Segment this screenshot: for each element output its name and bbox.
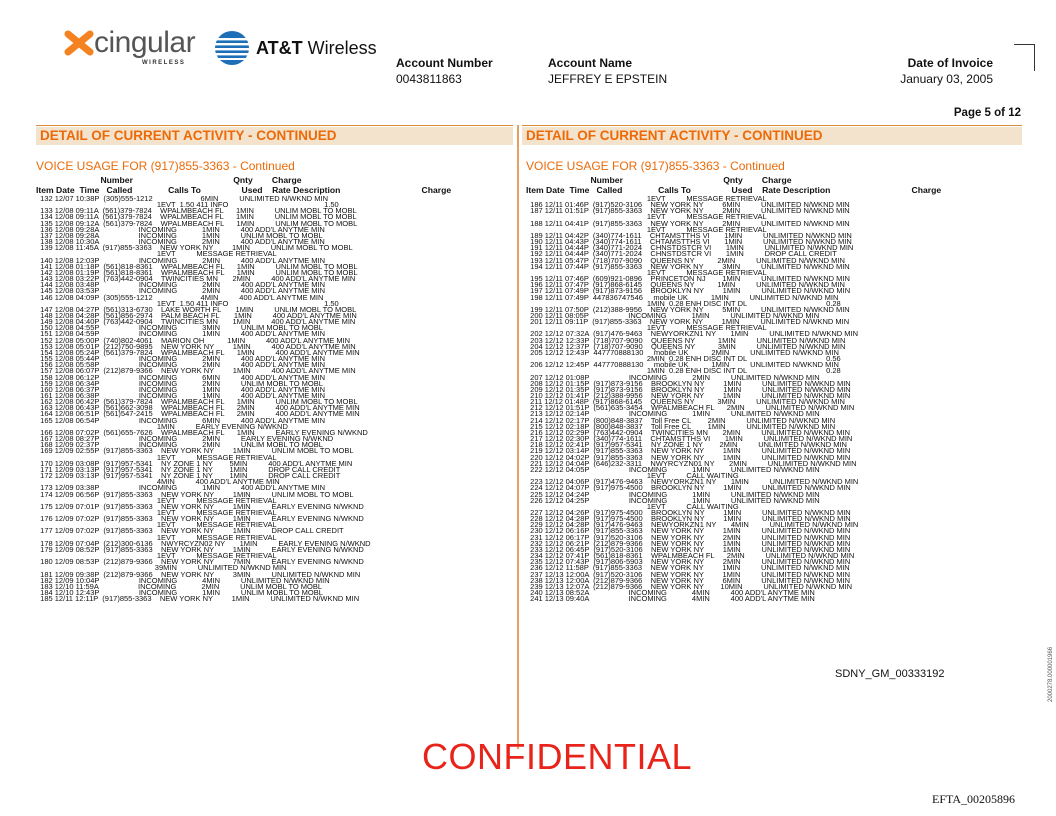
left-voice-usage-title: VOICE USAGE FOR (917)855-3363 - Continued: [36, 159, 295, 173]
cingular-x-icon: [64, 28, 94, 58]
left-section-rule: [36, 125, 513, 126]
page-number: Page 5 of 12: [953, 107, 1021, 119]
right-column-header-1: Number Qnty Charge: [526, 175, 792, 185]
left-column-header-2: Item Date Time Called Calls To Used Rate Description Charge: [36, 185, 452, 195]
account-name: JEFFREY E EPSTEIN: [548, 72, 668, 86]
right-usage-rows: 1EVT MESSAGE RETRIEVAL 186 12/11 01:46P (917)520-3106 NEW YORK NY 6MIN UNLIMITED N/WKND MIN 187 12/11 01:51P (917)855-3363 NEW YORK NY 2MIN UNLIMITED N/WKND MIN 1EVT MESSAGE RETRIEVAL 188 12/11 04:41P (917)855-3363 NEW YORK NY 2MIN UNLIMITED N/WKND MIN 1EVT MESSAGE RETRIEVAL 189 12/11 04:42P (340)774-1611 CHTAMSTTHS VI 1MIN UNLIMITED N/WKND MIN 190 12/11 04:43P (340)774-1611 CHTAMSTTHS VI 1MIN UNLIMITED N/WKND MIN 191 12/11 04:44P (340)771-2024 CHNSTDSTCR VI 1MIN UNLIMITED N/WKND MIN 192 12/11 04:44P (340)771-2024 CHNSTDSTCR VI 1MIN DROP CALL CREDIT 193 12/11 05:47P (718)707-9090 QUEENS NY 2MIN UNLIMITED N/WKND MIN 194 12/11 07:44P (917)855-3363 NEW YORK NY 3MIN UNLIMITED N/WKND MIN 1EVT MESSAGE RETRIEVAL 195 12/11 07:46P (609)921-0896 PRINCETON NJ 1MIN UNLIMITED N/WKND MIN 196 12/11 07:47P (917)868-6145 QUEENS NY 1MIN UNLIMITED N/WKND MIN 197 12/11 07:49P (917)873-9156 BROOKLYN NY 1MIN UNLIMITED N/WKND MIN 198 12/11 07:49P 447836747546 mobile UK 1MIN UNLIMITED N/WKND MIN 1MIN 0.28 ENH DISC INT DL 0.28 199 12/11 07:50P (212)388-9956 NEW YORK NY 5MIN UNLIMITED N/WKND MIN 200 12/11 08:05P INCOMING 1MIN UNLIMITED N/WKND MIN 201 12/11 09:11P (917)855-3363 NEW YORK NY 1MIN UNLIMITED N/WKND MIN 1EVT MESSAGE RETRIEVAL 202 12/12 07:32A (917)476-9463 NEWYORKZN1 NY 1MIN UNLIMITED N/WKND MIN 203 12/12 12:33P (718)707-9090 QUEENS NY 1MIN UNLIMITED N/WKND MIN 204 12/12 12:37P (718)707-9090 QUEENS NY 3MIN UNLIMITED N/WKND MIN 205 12/12 12:43P 447770888130 mobile UK 2MIN UNLIMITED N/WKND MIN 2MIN 0.28 ENH DISC INT DL 0.56 206 12/12 12:45P 447770888130 mobile UK 1MIN UNLIMITED N/WKND MIN 1MIN 0.28 ENH DISC INT DL 0.28 207 12/12 01:08P INCOMING 2MIN UNLIMITED N/WKND MIN 208 12/12 01:15P (917)873-9156 BROOKLYN NY 1MIN UNLIMITED N/WKND MIN 209 12/12 01:35P (917)873-9156 BROOKLYN NY 1MIN UNLIMITED N/WKND MIN 210 12/12 01:41P (212)388-9956 NEW YORK NY 1MIN UNLIMITED N/WKND MIN 211 12/12 01:48P (917)868-6145 QUEENS NY 3MIN UNLIMITED N/WKND MIN 212 12/12 01:51P (561)635-3454 WPALMBEACH FL 2MIN UNLIMITED N/WKND MIN 213 12/12 02:14P INCOMING 1MIN UNLIMITED N/WKND MIN 214 12/12 02:17P (800)848-3837 Toll Free CL 2MIN UNLIMITED N/WKND MIN 215 12/12 02:18P (800)848-3837 Toll Free CL 1MIN UNLIMITED N/WKND MIN 216 12/12 02:29P (763)442-0904 TWINCITIES MN 2MIN UNLIMITED N/WKND MIN 217 12/12 02:30P (340)774-1611 CHTAMSTTHS VI 1MIN UNLIMITED N/WKND MIN 218 12/12 02:41P (917)957-5341 NY ZONE 1 NY 2MIN UNLIMITED N/WKND MIN 219 12/12 03:14P (917)855-3363 NEW YORK NY 1MIN UNLIMITED N/WKND MIN 220 12/12 04:02P (917)855-3363 NEW YORK NY 1MIN UNLIMITED N/WKND MIN 221 12/12 04:04P (646)232-3311 NWYRCYZN01 NY 2MIN UNLIMITED N/WKND MIN 222 12/12 04:05P INCOMING 1MIN UNLIMITED N/WKND MIN 1EVT CALL WAITING 223 12/12 04:06P (917)476-9463 NEWYORKZN1 NY 1MIN UNLIMITED N/WKND MIN 224 12/12 04:07P (917)975-4500 BROOKLYN NY 1MIN UNLIMITED N/WKND MIN 225 12/12 04:24P INCOMING 1MIN UNLIMITED N/WKND MIN 226 12/12 04:25P INCOMING 1MIN UNLIMITED N/WKND MIN 1EVT CALL WAITING 227 12/12 04:26P (917)975-4500 BROOKLYN NY 1MIN UNLIMITED N/WKND MIN 228 12/12 04:28P (917)975-4500 BROOKLYN NY 1MIN UNLIMITED N/WKND MIN 229 12/12 04:28P (917)476-9463 NEWYORKZN1 NY 4MIN UNLIMITED N/WKND MIN 230 12/12 06:16P (917)855-3363 NEW YORK NY 1MIN UNLIMITED N/WKND MIN 231 12/12 06:17P (917)520-3106 NEW YORK NY 2MIN UNLIMITED N/WKND MIN 232 12/12 06:21P (212)879-9366 NEW YORK NY 1MIN UNLIMITED N/WKND MIN 233 12/12 06:45P (917)520-3106 NEW YORK NY 1MIN UNLIMITED N/WKND MIN 234 12/12 07:41P (561)818-8361 WPALMBEACH FL 2MIN UNLIMITED N/WKND MIN 235 12/12 07:43P (917)806-5903 NEW YORK NY 2MIN UNLIMITED N/WKND MIN 236 12/12 11:58P (917)855-3363 NEW YORK NY 1MIN UNLIMITED N/WKND MIN 237 12/13 12:00A (917)520-3106 NEW YORK NY 1MIN UNLIMITED N/WKND MIN 238 12/13 12:00A (212)879-9366 NEW YORK NY 6MIN UNLIMITED N/WKND MIN 239 12/13 12:07A (212)879-9366 NEW YORK NY 10MIN UNLIMITED N/WKND MIN 240 12/13 08:52A INCOMING 4MIN 400 ADD'L ANYTME MIN 241 12/13 09:40A INCOMING 4MIN 400 ADD'L ANYTME MIN: [530, 194, 859, 604]
confidential-stamp: CONFIDENTIAL: [422, 736, 693, 777]
right-section-rule: [522, 125, 1022, 126]
att-globe-icon: [214, 30, 250, 66]
left-usage-rows: 132 12/07 10:38P (305)555-1212 6MIN UNLIMITED N/WKND MIN 1EVT 1.50 411 INFO 1.50 133 12/08 09:11A (561)379-7824 WPALMBEACH FL 1MIN UNLIM MOBL TO MOBL 134 12/08 09:11A (561)379-7824 WPALMBEACH FL 1MIN UNLIM MOBL TO MOBL 135 12/08 09:12A (561)379-7824 WPALMBEACH FL 1MIN UNLIM MOBL TO MOBL 136 12/08 09:28A INCOMING 1MIN 400 ADD'L ANYTME MIN 137 12/08 09:28A INCOMING 1MIN UNLIM MOBL TO MOBL 138 12/08 10:30A INCOMING 2MIN 400 ADD'L ANYTME MIN 139 12/08 11:45A (917)855-3363 NEW YORK NY 1MIN UNLIM MOBL TO MOBL 1EVT MESSAGE RETRIEVAL 140 12/08 12:03P INCOMING 2MIN 400 ADD'L ANYTME MIN 141 12/08 01:18P (561)818-8361 WPALMBEACH FL 1MIN UNLIM MOBL TO MOBL 142 12/08 01:19P (561)818-8361 WPALMBEACH FL 1MIN UNLIM MOBL TO MOBL 143 12/08 03:22P (763)442-0904 TWINCITIES MN 2MIN 400 ADD'L ANYTME MIN 144 12/08 03:48P INCOMING 2MIN 400 ADD'L ANYTME MIN 145 12/08 03:53P INCOMING 2MIN 400 ADD'L ANYTME MIN 146 12/08 04:09P (305)555-1212 4MIN 400 ADD'L ANYTME MIN 1EVT 1.50 411 INFO 1.50 147 12/08 04:27P (561)313-6730 LAKE WORTH FL 1MIN UNLIM MOBL TO MOBL 148 12/08 04:28P (561)856-2974 PALM BEACH FL 1MIN 400 ADD'L ANYTME MIN 149 12/08 04:40P (763)442-0904 TWINCITIES MN 1MIN 400 ADD'L ANYTME MIN 150 12/08 04:55P INCOMING 3MIN UNLIM MOBL TO MOBL 151 12/08 04:59P INCOMING 1MIN 400 ADD'L ANYTME MIN 152 12/08 05:00P (740)802-4061 MARION OH 1MIN 400 ADD'L ANYTME MIN 153 12/08 05:01P (212)750-9895 NEW YORK NY 1MIN 400 ADD'L ANYTME MIN 154 12/08 05:24P (561)379-7824 WPALMBEACH FL 1MIN 400 ADD'L ANYTME MIN 155 12/08 05:44P INCOMING 2MIN 400 ADD'L ANYTME MIN 156 12/08 05:58P INCOMING 2MIN 400 ADD'L ANYTME MIN 157 12/08 06:07P (212)879-9366 NEW YORK NY 1MIN 400 ADD'L ANYTME MIN 158 12/08 06:12P INCOMING 6MIN 400 ADD'L ANYTME MIN 159 12/08 06:34P INCOMING 2MIN UNLIM MOBL TO MOBL 160 12/08 06:37P INCOMING 1MIN 400 ADD'L ANYTME MIN 161 12/08 06:38P INCOMING 1MIN 400 ADD'L ANYTME MIN 162 12/08 06:42P (561)379-7824 WPALMBEACH FL 1MIN UNLIM MOBL TO MOBL 163 12/08 06:43P (561)662-3098 WPALMBEACH FL 2MIN 400 ADD'L ANYTME MIN 164 12/08 06:51P (561)547-2415 WPALMBEACH FL 2MIN 400 ADD'L ANYTME MIN 165 12/08 06:54P INCOMING 6MIN 400 ADD'L ANYTME MIN 1MIN EARLY EVENING N/WKND 166 12/08 07:02P (561)655-7626 WPALMBEACH FL 1MIN EARLY EVENING N/WKND 167 12/08 08:27P INCOMING 2MIN EARLY EVENING N/WKND 168 12/09 02:37P INCOMING 2MIN UNLIM MOBL TO MOBL 169 12/09 02:55P (917)855-3363 NEW YORK NY 1MIN UNLIM MOBL TO MOBL 1EVT MESSAGE RETRIEVAL 170 12/09 03:08P (917)957-5341 NY ZONE 1 NY 5MIN 400 ADD'L ANYTME MIN 171 12/09 03:13P (917)957-5341 NY ZONE 1 NY 1MIN DROP CALL CREDIT 172 12/09 03:13P (917)957-5341 NY ZONE 1 NY 1MIN DROP CALL CREDIT 4MIN 400 ADD'L ANYTME MIN 173 12/09 03:38P INCOMING 1MIN 400 ADD'L ANYTME MIN 174 12/09 06:56P (917)855-3363 NEW YORK NY 1MIN UNLIM MOBL TO MOBL 1EVT MESSAGE RETRIEVAL 175 12/09 07:01P (917)855-3363 NEW YORK NY 1MIN EARLY EVENING N/WKND 1EVT MESSAGE RETRIEVAL 176 12/09 07:02P (917)855-3363 NEW YORK NY 1MIN EARLY EVENING N/WKND 1EVT MESSAGE RETRIEVAL 177 12/09 07:02P (917)855-3363 NEW YORK NY 1MIN DROP CALL CREDIT 1EVT MESSAGE RETRIEVAL 178 12/09 07:04P (212)300-6136 NWYRCYZN02 NY 1MIN EARLY EVENING N/WKND 179 12/09 08:52P (917)855-3363 NEW YORK NY 1MIN EARLY EVENING N/WKND 1EVT MESSAGE RETRIEVAL 180 12/09 08:53P (212)879-9366 NEW YORK NY 7MIN EARLY EVENING N/WKND 39MIN UNLIMITED N/WKND MIN 181 12/09 09:38P (212)879-9366 NEW YORK NY 3MIN UNLIMITED N/WKND MIN 182 12/09 10:04P INCOMING 4MIN UNLIMITED N/WKND MIN 183 12/10 11:59A INCOMING 2MIN UNLIM MOBL TO MOBL 184 12/10 12:43P INCOMING 1MIN UNLIM MOBL TO MOBL 185 12/11 12:11P (917)855-3363 NEW YORK NY 1MIN UNLIMITED N/WKND MIN: [40, 194, 371, 604]
right-section-header: DETAIL OF CURRENT ACTIVITY - CONTINUED: [522, 127, 1022, 145]
cingular-subtitle: WIRELESS: [142, 60, 186, 66]
att-wordmark: AT&T Wireless: [256, 38, 377, 58]
account-name-label: Account Name: [548, 56, 633, 70]
bates-number: SDNY_GM_00333192: [835, 668, 945, 680]
left-section-header: DETAIL OF CURRENT ACTIVITY - CONTINUED: [36, 127, 513, 145]
corner-rule: [1014, 44, 1035, 71]
efta-number: EFTA_00205896: [932, 792, 1016, 806]
account-number-label: Account Number: [396, 56, 493, 70]
account-number: 0043811863: [396, 72, 462, 86]
invoice-date: January 03, 2005: [900, 72, 993, 86]
left-column-header-1: Number Qnty Charge: [36, 175, 302, 185]
right-voice-usage-title: VOICE USAGE FOR (917)855-3363 - Continued: [526, 159, 785, 173]
invoice-date-label: Date of Invoice: [907, 56, 993, 70]
side-control-number: 2000278.000001966: [1048, 646, 1054, 702]
cingular-wordmark: cingular: [94, 26, 196, 59]
column-divider: [517, 125, 519, 749]
right-column-header-2: Item Date Time Called Calls To Used Rate Description Charge: [526, 185, 942, 195]
